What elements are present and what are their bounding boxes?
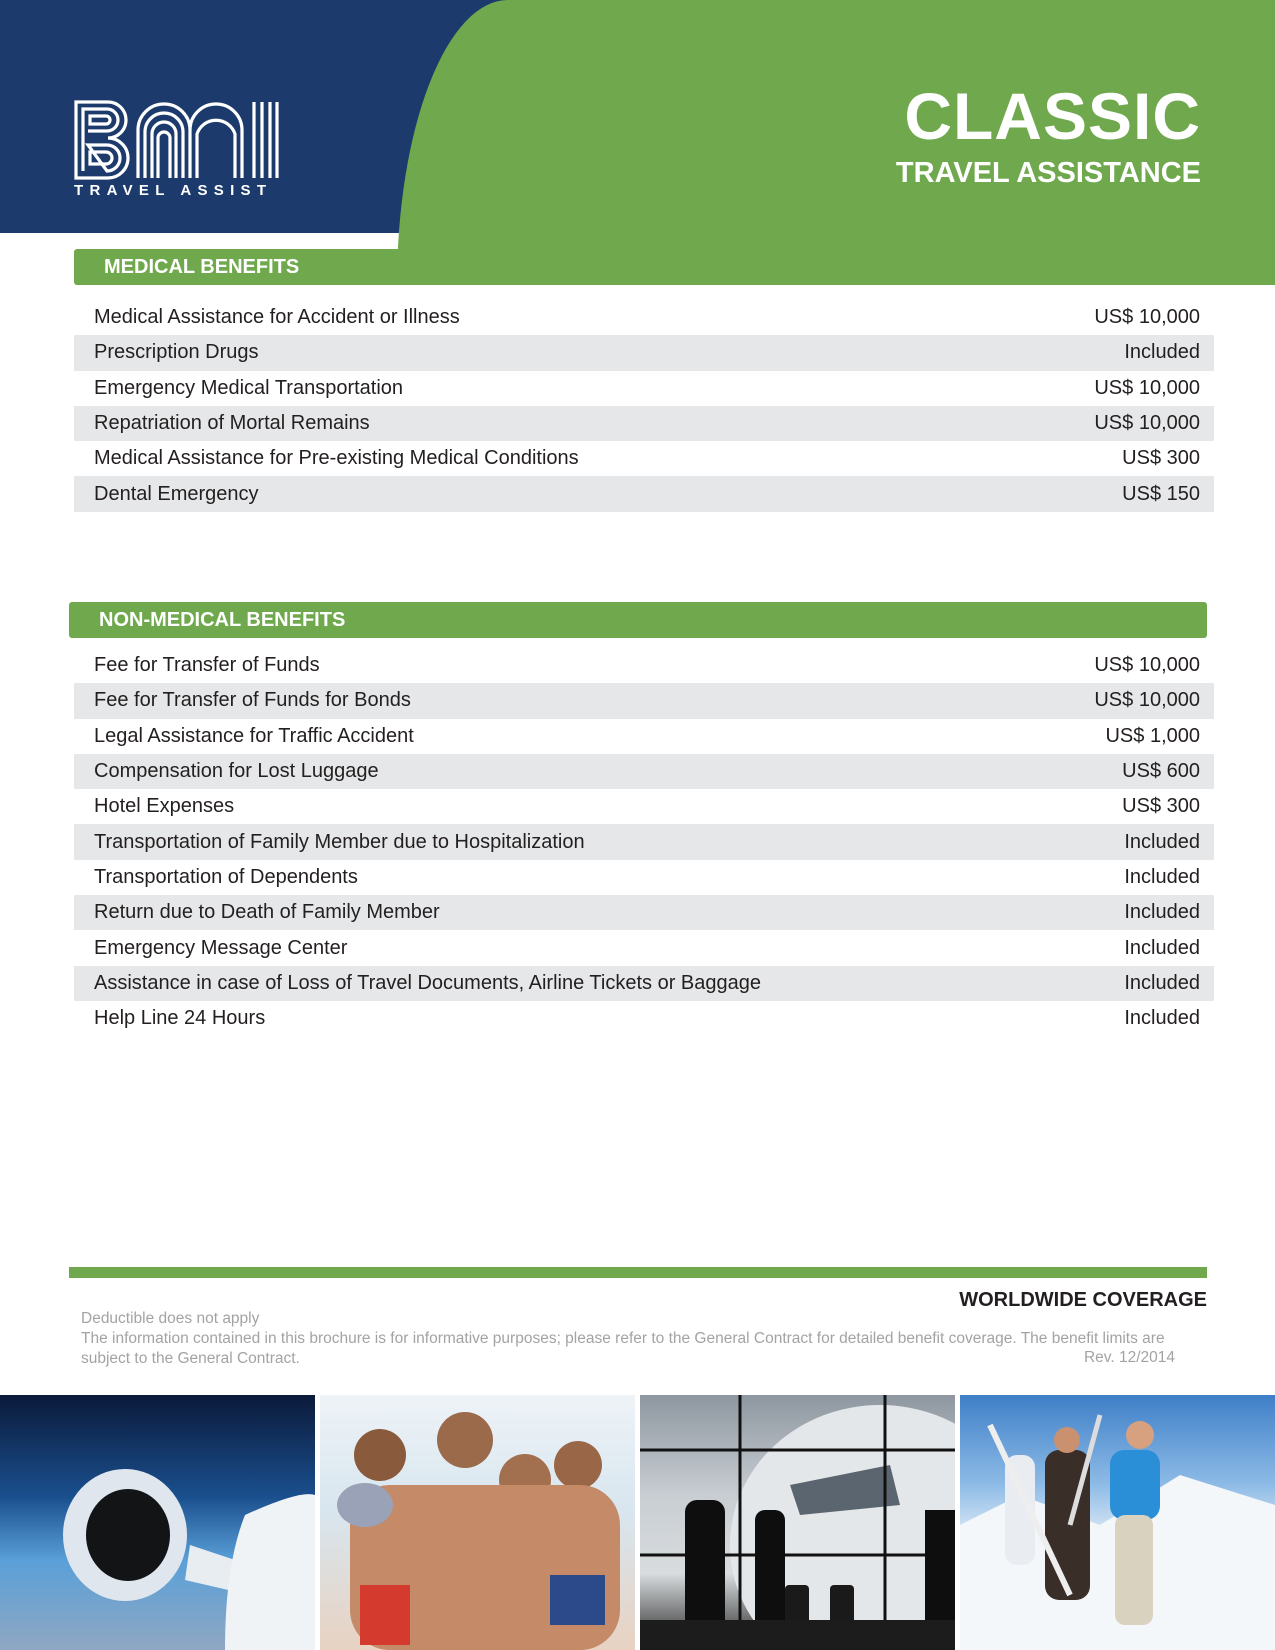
benefit-limit: Included <box>1124 901 1200 924</box>
benefit-label: Return due to Death of Family Member <box>94 901 440 924</box>
deductible-note: Deductible does not apply <box>81 1310 260 1327</box>
benefit-label: Legal Assistance for Traffic Accident <box>94 724 414 747</box>
benefit-row <box>74 683 1214 718</box>
benefit-row <box>74 406 1214 441</box>
benefit-limit: Included <box>1124 865 1200 888</box>
benefit-row <box>74 371 1214 406</box>
benefit-label: Emergency Message Center <box>94 936 348 959</box>
bmi-logo <box>74 100 284 199</box>
benefit-row <box>74 895 1214 930</box>
benefit-limit: US$ 10,000 <box>1094 412 1200 435</box>
non-medical-benefits-header <box>69 602 1207 638</box>
airport-icon <box>640 1395 955 1650</box>
benefit-limit: US$ 10,000 <box>1094 654 1200 677</box>
benefit-row <box>74 1001 1214 1036</box>
plan-name: CLASSIC <box>904 79 1201 153</box>
benefit-limit: US$ 10,000 <box>1094 376 1200 399</box>
benefit-limit: US$ 300 <box>1122 447 1200 470</box>
benefit-row <box>74 300 1214 335</box>
benefit-label: Repatriation of Mortal Remains <box>94 412 370 435</box>
benefit-label: Dental Emergency <box>94 482 259 505</box>
benefit-label: Assistance in case of Loss of Travel Documents, Airline Tickets or Baggage <box>94 971 761 994</box>
non-medical-benefits-table <box>74 648 1214 1036</box>
jet-engine-photo <box>0 1395 315 1650</box>
benefit-label: Compensation for Lost Luggage <box>94 760 379 783</box>
family-beach-photo <box>320 1395 635 1650</box>
skiers-photo <box>960 1395 1275 1650</box>
benefit-limit: US$ 10,000 <box>1094 306 1200 329</box>
benefit-limit: Included <box>1124 971 1200 994</box>
benefit-row <box>74 648 1214 683</box>
bmi-logo-icon <box>74 100 280 180</box>
airport-terminal-photo <box>640 1395 955 1650</box>
benefit-row <box>74 441 1214 476</box>
revision-date: Rev. 12/2014 <box>1083 1349 1175 1366</box>
family-icon <box>320 1395 635 1650</box>
benefit-row <box>74 789 1214 824</box>
benefit-limit: Included <box>1124 830 1200 853</box>
benefit-label: Help Line 24 Hours <box>94 1007 266 1030</box>
benefit-label: Fee for Transfer of Funds <box>94 654 320 677</box>
footer-divider <box>69 1267 1207 1278</box>
benefit-row <box>74 754 1214 789</box>
non-medical-benefits-title: NON-MEDICAL BENEFITS <box>99 609 346 631</box>
benefit-label: Medical Assistance for Pre-existing Medical Conditions <box>94 447 579 470</box>
benefit-limit: US$ 150 <box>1122 482 1200 505</box>
benefit-label: Hotel Expenses <box>94 795 235 818</box>
plan-subtitle: TRAVEL ASSISTANCE <box>895 157 1201 189</box>
medical-benefits-title: MEDICAL BENEFITS <box>104 256 300 278</box>
benefit-limit: US$ 10,000 <box>1094 689 1200 712</box>
benefit-label: Fee for Transfer of Funds for Bonds <box>94 689 411 712</box>
benefit-label: Emergency Medical Transportation <box>94 376 404 399</box>
benefit-limit: Included <box>1124 1007 1200 1030</box>
medical-benefits-header <box>74 249 1275 285</box>
benefit-limit: Included <box>1124 936 1200 959</box>
benefit-row <box>74 860 1214 895</box>
jet-engine-icon <box>0 1395 315 1650</box>
benefit-label: Transportation of Family Member due to Hospitalization <box>94 830 585 853</box>
benefit-limit: US$ 1,000 <box>1105 724 1200 747</box>
benefit-row <box>74 930 1214 965</box>
benefit-label: Medical Assistance for Accident or Illness <box>94 306 460 329</box>
benefit-label: Transportation of Dependents <box>94 865 358 888</box>
benefit-row <box>74 335 1214 370</box>
benefit-row <box>74 966 1214 1001</box>
worldwide-coverage-label: WORLDWIDE COVERAGE <box>959 1289 1207 1311</box>
skiers-icon <box>960 1395 1275 1650</box>
benefit-label: Prescription Drugs <box>94 341 259 364</box>
benefit-row <box>74 476 1214 511</box>
logo-subtitle: TRAVEL ASSIST <box>74 182 273 199</box>
benefit-limit: Included <box>1124 341 1200 364</box>
photo-strip <box>0 1395 1275 1650</box>
plan-title-block <box>896 80 1201 190</box>
benefit-row <box>74 824 1214 859</box>
benefit-limit: US$ 600 <box>1122 760 1200 783</box>
benefit-limit: US$ 300 <box>1122 795 1200 818</box>
disclaimer-text: The information contained in this brochure is for informative purposes; please refer to the General Contract for detailed benefit coverage. The benefit limits are subject to the General Contract. <box>81 1330 1165 1367</box>
benefit-row <box>74 719 1214 754</box>
fine-print <box>81 1309 1176 1369</box>
medical-benefits-table <box>74 300 1214 512</box>
